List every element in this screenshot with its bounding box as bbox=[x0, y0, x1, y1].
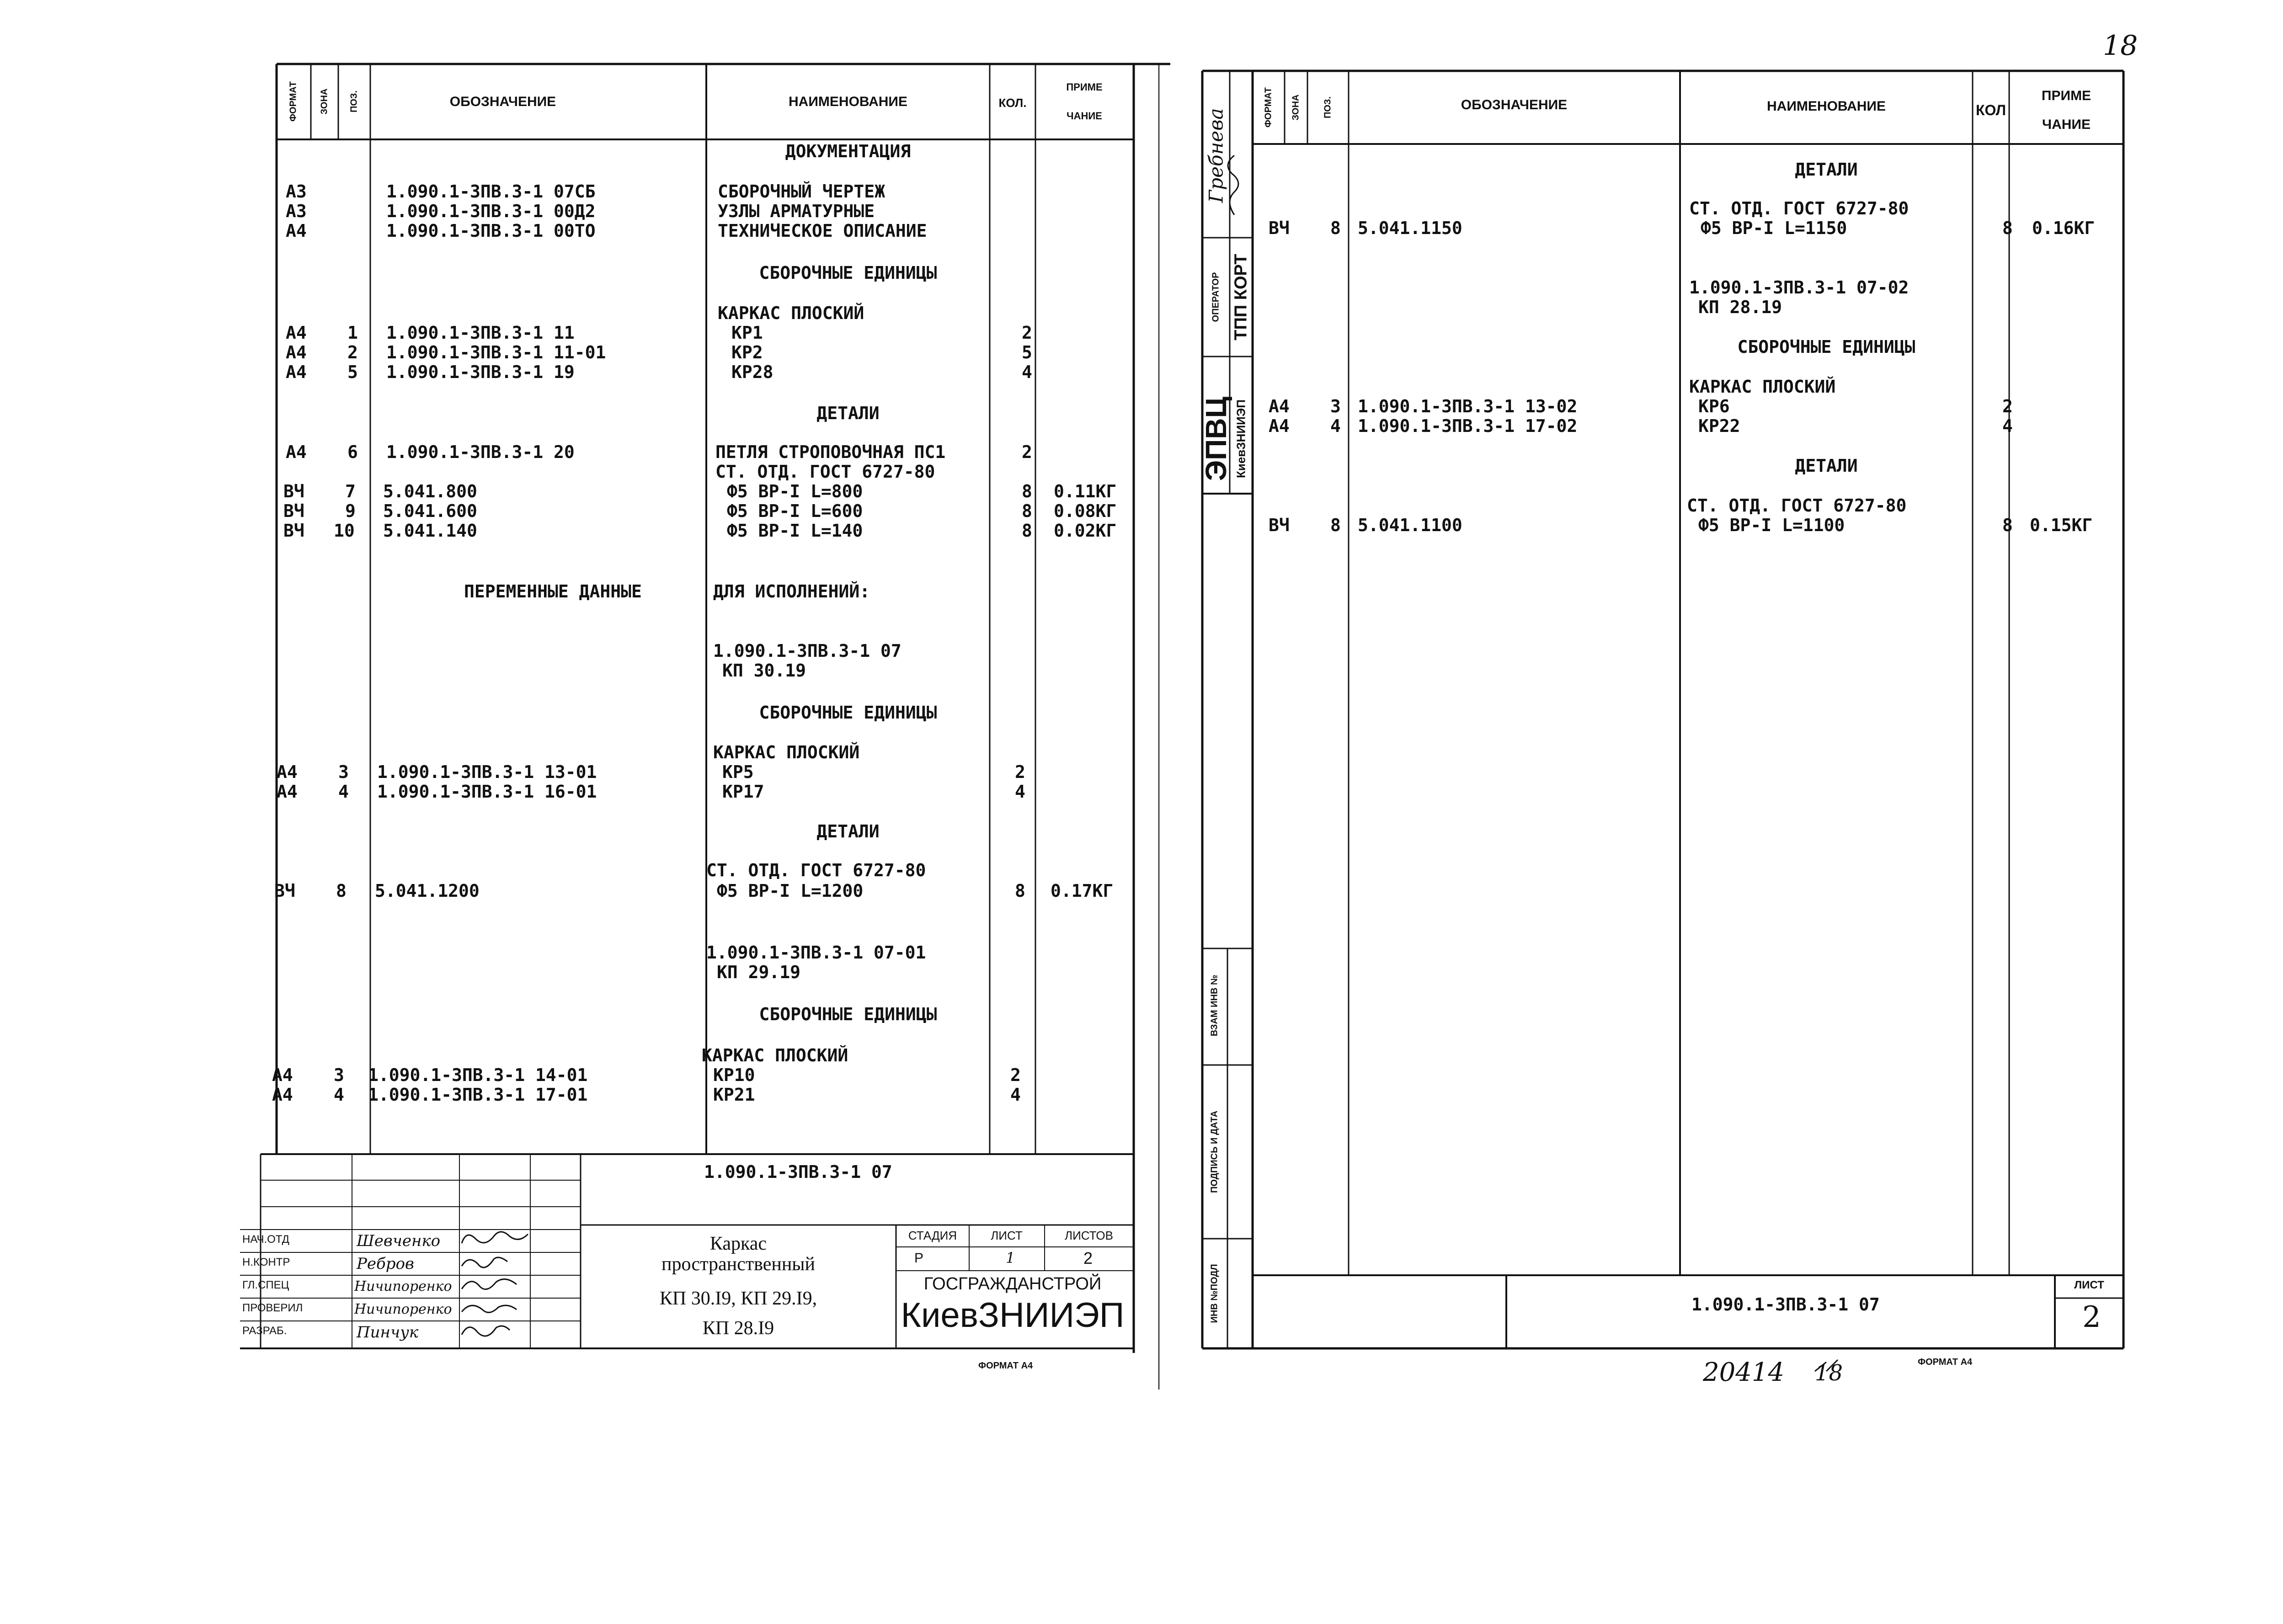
row-name: СТ. ОТД. ГОСТ 6727-80 bbox=[1687, 495, 1907, 516]
stamp-sign-date: ПОДПИСЬ И ДАТА bbox=[1209, 1110, 1220, 1193]
row-designation: 1.090.1-3ПВ.3-1 13-01 bbox=[377, 762, 597, 782]
row-format: ВЧ bbox=[283, 521, 304, 541]
row-name: КАРКАС ПЛОСКИЙ bbox=[718, 303, 864, 323]
row-format: А4 bbox=[272, 1065, 293, 1085]
stamp-evc: ЭПВЦ bbox=[1200, 396, 1232, 481]
row-note: 0.11КГ bbox=[1054, 481, 1117, 501]
row-format: А4 bbox=[1269, 396, 1290, 416]
row-name: Ф5 ВР-I L=140 bbox=[727, 521, 863, 541]
row-pos: 8 bbox=[336, 881, 347, 901]
drawing-title: КП 28.I9 bbox=[702, 1318, 774, 1339]
drawing-title: Каркас bbox=[709, 1233, 767, 1254]
row-qty: 2 bbox=[1022, 442, 1032, 462]
stamp-name: Гребнева bbox=[1205, 108, 1227, 203]
row-name: КР10 bbox=[713, 1065, 755, 1085]
row-designation: 1.090.1-3ПВ.3-1 16-01 bbox=[377, 782, 597, 802]
row-format: А4 bbox=[286, 362, 307, 382]
row-format: А4 bbox=[277, 762, 298, 782]
format-label: ФОРМАТ А4 bbox=[1918, 1357, 1973, 1367]
doc-code: 1.090.1-3ПВ.3-1 07 bbox=[1691, 1294, 1880, 1315]
row-format: А4 bbox=[277, 782, 298, 802]
row-format: ВЧ bbox=[1269, 218, 1290, 238]
row-designation: 5.041.140 bbox=[383, 521, 477, 541]
row-format: А4 bbox=[286, 342, 307, 362]
row-name: УЗЛЫ АРМАТУРНЫЕ bbox=[718, 201, 875, 221]
header-pos: ПОЗ. bbox=[349, 90, 359, 113]
doc-code: 1.090.1-3ПВ.3-1 07 bbox=[704, 1162, 892, 1182]
row-designation: 1.090.1-3ПВ.3-1 20 bbox=[386, 442, 575, 462]
row-note: 0.02КГ bbox=[1054, 521, 1117, 541]
section-heading: СБОРОЧНЫЕ ЕДИНИЦЫ bbox=[1737, 337, 1915, 357]
row-name: КР2 bbox=[731, 342, 763, 362]
row-pos: 8 bbox=[1330, 218, 1341, 238]
row-pos: 6 bbox=[347, 442, 358, 462]
row-pos: 4 bbox=[334, 1085, 344, 1105]
row-designation: 5.041.1100 bbox=[1358, 515, 1462, 535]
row-qty: 8 bbox=[1022, 481, 1032, 501]
header-note-2: ЧАНИЕ bbox=[2042, 117, 2091, 132]
row-designation: 1.090.1-3ПВ.3-1 17-02 bbox=[1358, 416, 1578, 436]
row-qty: 8 bbox=[1022, 521, 1032, 541]
header-zone: ЗОНА bbox=[1291, 94, 1301, 121]
row-name: СТ. ОТД. ГОСТ 6727-80 bbox=[715, 462, 935, 482]
row-format: А4 bbox=[272, 1085, 293, 1105]
row-qty: 2 bbox=[2002, 396, 2013, 416]
sheets-value: 2 bbox=[1083, 1249, 1093, 1267]
row-pos: 10 bbox=[334, 521, 355, 541]
header-format: ФОРМАТ bbox=[1263, 87, 1274, 128]
row-qty: 2 bbox=[1015, 762, 1025, 782]
row-qty: 5 bbox=[1022, 342, 1032, 362]
row-format: ВЧ bbox=[1269, 515, 1290, 535]
row-designation: 1.090.1-3ПВ.3-1 07СБ bbox=[386, 181, 596, 202]
header-format: ФОРМАТ bbox=[288, 81, 299, 122]
row-note: 0.15КГ bbox=[2030, 515, 2093, 535]
section-heading: СБОРОЧНЫЕ ЕДИНИЦЫ bbox=[759, 263, 937, 283]
role-label: ПРОВЕРИЛ bbox=[242, 1302, 303, 1314]
row-name: КП 30.19 bbox=[722, 660, 806, 681]
row-pos: 9 bbox=[345, 501, 356, 521]
stage-value: Р bbox=[914, 1251, 924, 1266]
format-label: ФОРМАТ А4 bbox=[978, 1361, 1033, 1371]
row-designation: 1.090.1-3ПВ.3-1 00ТО bbox=[386, 221, 596, 241]
row-qty: 8 bbox=[2002, 515, 2013, 535]
row-name: КР21 bbox=[713, 1085, 755, 1105]
header-zone: ЗОНА bbox=[319, 88, 330, 115]
stamp-inv-orig: ИНВ №ПОДЛ bbox=[1209, 1264, 1220, 1323]
header-designation: ОБОЗНАЧЕНИЕ bbox=[1461, 97, 1568, 112]
row-format: ВЧ bbox=[283, 481, 304, 501]
section-heading: СБОРОЧНЫЕ ЕДИНИЦЫ bbox=[759, 1004, 937, 1024]
row-pos: 4 bbox=[1330, 416, 1341, 436]
sheet-label: ЛИСТ bbox=[991, 1229, 1023, 1242]
row-qty: 4 bbox=[2002, 416, 2013, 436]
row-name: КАРКАС ПЛОСКИЙ bbox=[1689, 377, 1836, 397]
role-label: Н.КОНТР bbox=[242, 1256, 290, 1268]
org-name: ГОСГРАЖДАНСТРОЙ bbox=[923, 1274, 1102, 1294]
row-pos: 3 bbox=[338, 762, 349, 782]
row-name: СБОРОЧНЫЙ ЧЕРТЕЖ bbox=[718, 181, 885, 202]
handwritten-sheet: 18 bbox=[1815, 1360, 1843, 1386]
row-name: КР5 bbox=[722, 762, 754, 782]
person-name: Ничипоренко bbox=[354, 1301, 452, 1317]
section-heading: СБОРОЧНЫЕ ЕДИНИЦЫ bbox=[759, 703, 937, 723]
sheet-value: 2 bbox=[2082, 1300, 2101, 1334]
person-name: Ничипоренко bbox=[354, 1278, 452, 1294]
row-name: Ф5 ВР-I L=1150 bbox=[1701, 218, 1847, 238]
row-designation: 1.090.1-3ПВ.3-1 11-01 bbox=[386, 342, 606, 362]
header-note-1: ПРИМЕ bbox=[2041, 88, 2091, 103]
row-name: СТ. ОТД. ГОСТ 6727-80 bbox=[706, 860, 926, 880]
row-format: А4 bbox=[286, 323, 307, 343]
row-qty: 4 bbox=[1015, 782, 1025, 802]
stamp-dept: ТПП КОРТ bbox=[1231, 254, 1251, 341]
row-pos: 1 bbox=[347, 323, 358, 343]
role-label: ГЛ.СПЕЦ bbox=[242, 1279, 289, 1291]
row-designation: 1.090.1-3ПВ.3-1 00Д2 bbox=[386, 201, 596, 221]
stage-label: СТАДИЯ bbox=[908, 1229, 957, 1242]
person-name: Шевченко bbox=[357, 1232, 441, 1250]
person-name: Ребров bbox=[357, 1255, 414, 1273]
role-label: РАЗРАБ. bbox=[242, 1325, 287, 1337]
row-qty: 4 bbox=[1022, 362, 1032, 382]
header-name: НАИМЕНОВАНИЕ bbox=[1767, 99, 1886, 114]
header-qty: КОЛ. bbox=[998, 96, 1027, 110]
row-name: ДЛЯ ИСПОЛНЕНИЙ: bbox=[713, 581, 870, 602]
row-name: КР1 bbox=[731, 323, 763, 343]
section-heading: ДЕТАЛИ bbox=[1795, 456, 1858, 476]
org-logo-text: КиевЗНИИЭП bbox=[901, 1296, 1125, 1335]
row-designation: 5.041.600 bbox=[383, 501, 477, 521]
drawing-title: пространственный bbox=[661, 1254, 816, 1275]
row-pos: 5 bbox=[347, 362, 358, 382]
row-note: 0.17КГ bbox=[1051, 881, 1114, 901]
row-name: 1.090.1-3ПВ.3-1 07 bbox=[713, 641, 901, 661]
row-designation: 1.090.1-3ПВ.3-1 19 bbox=[386, 362, 575, 382]
row-qty: 8 bbox=[2002, 218, 2013, 238]
drawing-title: КП 30.I9, КП 29.I9, bbox=[659, 1288, 817, 1309]
row-name: ТЕХНИЧЕСКОЕ ОПИСАНИЕ bbox=[718, 221, 927, 241]
row-name: КР28 bbox=[731, 362, 773, 382]
handwritten-number: 20414 bbox=[1703, 1358, 1785, 1387]
left-sheet bbox=[0, 0, 1170, 1417]
section-heading: ДЕТАЛИ bbox=[1795, 160, 1858, 180]
row-designation: 5.041.1150 bbox=[1358, 218, 1462, 238]
header-note-1: ПРИМЕ bbox=[1066, 81, 1103, 93]
stamp-operator-label: ОПЕРАТОР bbox=[1211, 272, 1221, 322]
row-qty: 2 bbox=[1010, 1065, 1021, 1085]
sheets-label: ЛИСТОВ bbox=[1065, 1229, 1113, 1242]
row-pos: 3 bbox=[334, 1065, 344, 1085]
header-note-2: ЧАНИЕ bbox=[1067, 110, 1102, 122]
header-name: НАИМЕНОВАНИЕ bbox=[789, 94, 907, 109]
row-pos: 8 bbox=[1330, 515, 1341, 535]
header-pos: ПОЗ. bbox=[1323, 96, 1333, 119]
row-name: КР17 bbox=[722, 782, 764, 802]
row-pos: 7 bbox=[345, 481, 356, 501]
header-designation: ОБОЗНАЧЕНИЕ bbox=[449, 94, 556, 109]
row-pos: 3 bbox=[1330, 396, 1341, 416]
row-name: 1.090.1-3ПВ.3-1 07-01 bbox=[706, 942, 926, 963]
right-sheet bbox=[1189, 0, 2283, 1417]
row-designation: 1.090.1-3ПВ.3-1 11 bbox=[386, 323, 575, 343]
section-heading: ДЕТАЛИ bbox=[816, 821, 880, 841]
page-number-mark: 18 bbox=[2103, 30, 2138, 62]
section-heading: ДЕТАЛИ bbox=[816, 403, 880, 423]
row-note: 0.16КГ bbox=[2032, 218, 2095, 238]
row-designation: 5.041.1200 bbox=[375, 881, 480, 901]
row-format: А4 bbox=[286, 221, 307, 241]
row-format: ВЧ bbox=[283, 501, 304, 521]
sheet-value: 1 bbox=[1006, 1249, 1015, 1267]
row-format: А4 bbox=[1269, 416, 1290, 436]
row-qty: 2 bbox=[1022, 323, 1032, 343]
row-designation: 1.090.1-3ПВ.3-1 13-02 bbox=[1358, 396, 1578, 416]
row-name: Ф5 ВР-I L=600 bbox=[727, 501, 863, 521]
row-name: Ф5 ВР-I L=1200 bbox=[717, 881, 864, 901]
variable-data-label: ПЕРЕМЕННЫЕ ДАННЫЕ bbox=[464, 581, 642, 602]
row-format: А3 bbox=[286, 201, 307, 221]
stamp-org: КиевЗНИИЭП bbox=[1234, 399, 1248, 478]
row-format: ВЧ bbox=[274, 881, 295, 901]
row-name: СТ. ОТД. ГОСТ 6727-80 bbox=[1689, 198, 1909, 218]
row-qty: 8 bbox=[1022, 501, 1032, 521]
row-name: КП 28.19 bbox=[1698, 297, 1782, 317]
section-heading: ДОКУМЕНТАЦИЯ bbox=[785, 141, 911, 161]
stamp-inv-zam: ВЗАМ ИНВ № bbox=[1209, 974, 1220, 1037]
sheet-label: ЛИСТ bbox=[2074, 1279, 2104, 1291]
row-name: 1.090.1-3ПВ.3-1 07-02 bbox=[1689, 277, 1909, 298]
row-pos: 4 bbox=[338, 782, 349, 802]
row-name: Ф5 ВР-I L=800 bbox=[727, 481, 863, 501]
row-name: КП 29.19 bbox=[717, 962, 801, 982]
signatures bbox=[462, 1232, 528, 1336]
row-note: 0.08КГ bbox=[1054, 501, 1117, 521]
person-name: Пинчук bbox=[357, 1323, 419, 1342]
row-format: А4 bbox=[286, 442, 307, 462]
row-name: ПЕТЛЯ СТРОПОВОЧНАЯ ПС1 bbox=[715, 442, 946, 462]
row-qty: 4 bbox=[1010, 1085, 1021, 1105]
row-designation: 1.090.1-3ПВ.3-1 14-01 bbox=[368, 1065, 588, 1085]
row-format: А3 bbox=[286, 181, 307, 202]
header-qty: КОЛ bbox=[1975, 102, 2006, 118]
row-name: КАРКАС ПЛОСКИЙ bbox=[713, 742, 860, 762]
row-pos: 2 bbox=[347, 342, 358, 362]
row-name: Ф5 ВР-I L=1100 bbox=[1698, 515, 1845, 535]
role-label: НАЧ.ОТД bbox=[242, 1233, 289, 1246]
row-name: КР22 bbox=[1698, 416, 1740, 436]
row-name: КАРКАС ПЛОСКИЙ bbox=[702, 1045, 848, 1065]
row-designation: 1.090.1-3ПВ.3-1 17-01 bbox=[368, 1085, 588, 1105]
row-qty: 8 bbox=[1015, 881, 1025, 901]
row-name: КР6 bbox=[1698, 396, 1730, 416]
row-designation: 5.041.800 bbox=[383, 481, 477, 501]
